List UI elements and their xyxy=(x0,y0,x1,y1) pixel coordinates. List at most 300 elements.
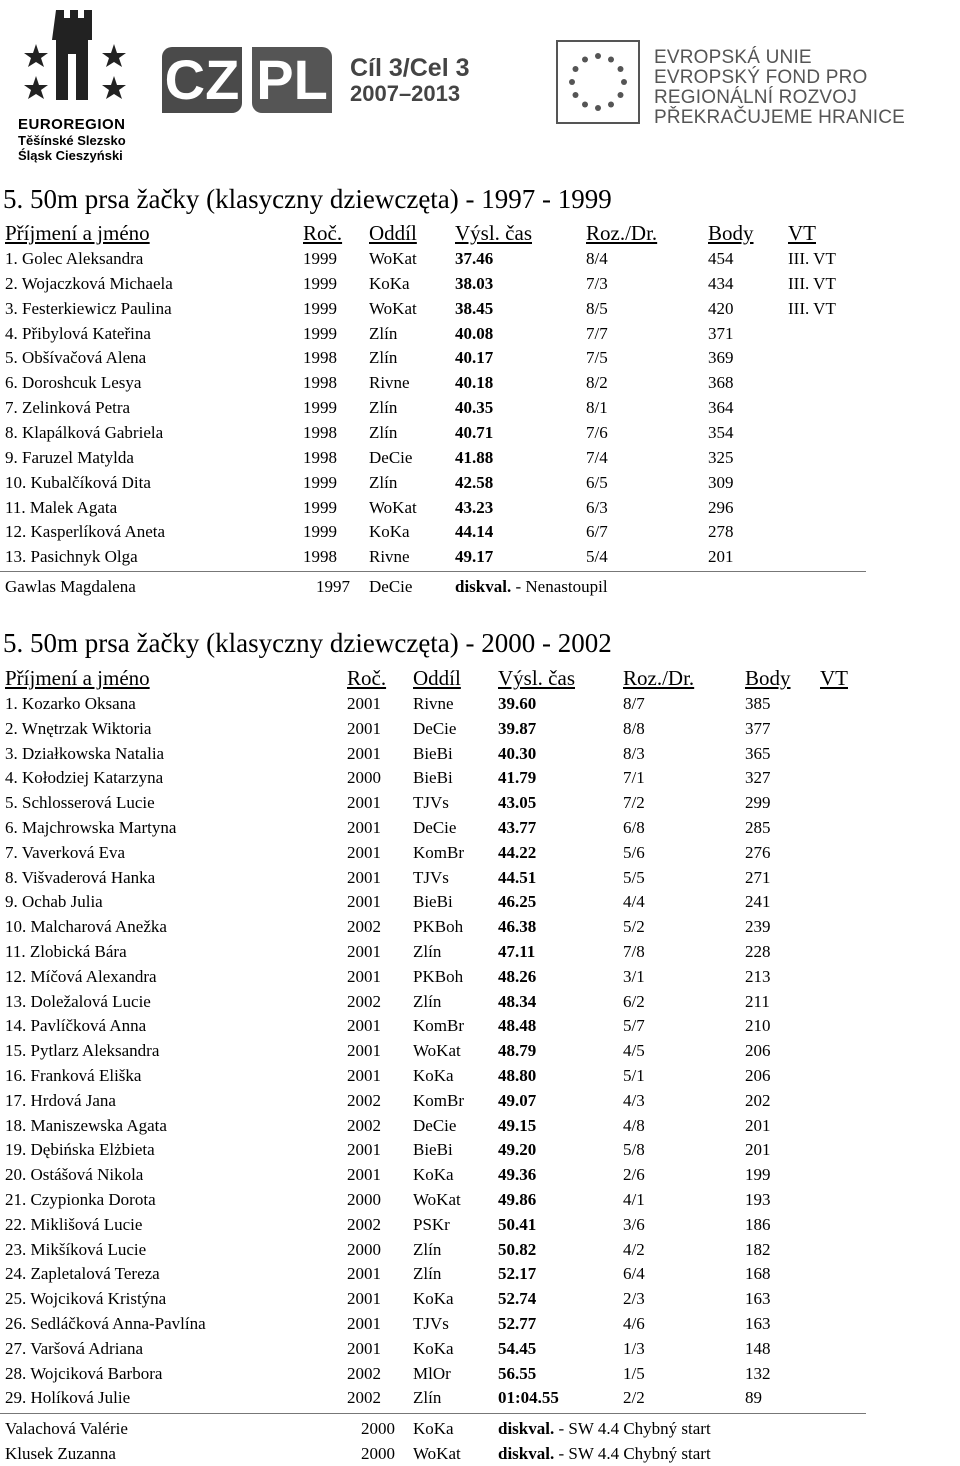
cell-time: 49.86 xyxy=(498,1190,537,1209)
cell-points: 132 xyxy=(745,1363,771,1383)
cell-time: 38.03 xyxy=(455,273,494,293)
cell-year: 2001 xyxy=(347,743,381,763)
cell-time: 50.82 xyxy=(498,1239,537,1259)
cell-club: WoKat xyxy=(413,1443,461,1463)
cell-club: WoKat xyxy=(413,1041,461,1061)
cell-points: 420 xyxy=(708,298,734,318)
column-header: Roč. xyxy=(347,666,387,690)
cell-year: 2001 xyxy=(347,966,381,986)
cell-club: KomBr xyxy=(413,1090,464,1110)
cell-heat: 8/1 xyxy=(586,398,608,418)
cell-year: 1999 xyxy=(303,323,337,343)
cell-club: TJVs xyxy=(413,867,449,887)
cell-club: Zlín xyxy=(413,991,442,1011)
cell-year: 1998 xyxy=(303,348,337,368)
cell-time: 43.05 xyxy=(498,793,537,813)
euroregion-title: EUROREGION xyxy=(18,116,126,133)
cell-heat: 2/3 xyxy=(623,1289,645,1309)
section-title: 5. 50m prsa žačky (klasyczny dziewczęta) - 1997 - 1999 xyxy=(3,184,612,214)
cell-time: 40.71 xyxy=(455,422,494,442)
cell-club: BieBi xyxy=(413,743,453,763)
cell-club: DeCie xyxy=(413,1115,457,1135)
cell-name: 9. Ochab Julia xyxy=(5,892,103,912)
cell-year: 1998 xyxy=(303,373,337,393)
cell-time: 48.26 xyxy=(498,966,537,986)
column-header: Příjmení a jméno xyxy=(5,221,150,245)
cell-year: 2000 xyxy=(347,1239,381,1259)
cell-club: Rivne xyxy=(369,547,410,567)
cell-heat: 2/6 xyxy=(623,1165,645,1185)
cell-year: 2000 xyxy=(361,1443,395,1463)
cell-heat: 7/4 xyxy=(586,447,608,467)
column-header: Roz./Dr. xyxy=(586,221,658,245)
cell-club: KoKa xyxy=(369,273,410,293)
cell-time: 48.80 xyxy=(498,1066,537,1085)
cell-time: 52.74 xyxy=(498,1289,537,1309)
cell-year: 2002 xyxy=(347,1090,381,1110)
cell-time: 01:04.55 xyxy=(498,1388,559,1408)
cell-time: 39.60 xyxy=(498,694,537,713)
cell-heat: 6/8 xyxy=(623,818,645,837)
cell-club: PKBoh xyxy=(413,966,464,986)
cell-vt: III. VT xyxy=(788,298,836,318)
cell-status xyxy=(498,1443,711,1465)
cell-year: 1998 xyxy=(303,422,337,442)
cell-heat: 4/4 xyxy=(623,892,645,912)
cell-club: DeCie xyxy=(413,818,457,837)
cell-heat: 6/7 xyxy=(586,522,608,542)
cell-heat: 8/3 xyxy=(623,743,645,763)
cell-points: 285 xyxy=(745,818,771,837)
column-header: Roz./Dr. xyxy=(623,666,695,690)
cell-points: 276 xyxy=(745,842,771,862)
cell-time: 49.15 xyxy=(498,1115,537,1135)
column-header: VT xyxy=(788,221,816,245)
cell-heat: 4/5 xyxy=(623,1041,645,1061)
cell-time: 49.36 xyxy=(498,1165,537,1185)
cell-heat: 5/7 xyxy=(623,1016,645,1036)
cell-points: 325 xyxy=(708,447,734,467)
cell-time: 40.30 xyxy=(498,743,537,763)
cell-year: 2001 xyxy=(347,892,381,912)
cell-name: 17. Hrdová Jana xyxy=(5,1090,116,1110)
cell-time: 48.48 xyxy=(498,1016,537,1036)
cell-points: 202 xyxy=(745,1090,771,1110)
cell-time: 56.55 xyxy=(498,1363,537,1383)
cell-year: 2001 xyxy=(347,1066,381,1085)
cell-heat: 5/4 xyxy=(586,547,608,567)
cell-name: 2. Wojaczková Michaela xyxy=(5,273,173,293)
cell-name: 19. Dębińska Elżbieta xyxy=(5,1140,155,1160)
cell-heat: 4/3 xyxy=(623,1090,645,1110)
cell-name: 24. Zapletalová Tereza xyxy=(5,1264,160,1284)
cell-year: 2001 xyxy=(347,793,381,813)
cell-time: 37.46 xyxy=(455,249,494,268)
cell-club: TJVs xyxy=(413,793,449,813)
cell-year: 2001 xyxy=(347,1289,381,1309)
cell-points: 89 xyxy=(745,1388,762,1408)
cell-year: 2001 xyxy=(347,1016,381,1036)
cell-heat: 8/2 xyxy=(586,373,608,393)
cell-club: WoKat xyxy=(369,249,417,268)
cell-points: 354 xyxy=(708,422,734,442)
cell-points: 241 xyxy=(745,892,771,912)
cell-year: 2001 xyxy=(347,1314,381,1333)
cell-year: 2000 xyxy=(347,768,381,788)
cell-status xyxy=(498,1418,711,1440)
cell-name: 13. Doležalová Lucie xyxy=(5,991,151,1011)
cell-time: 52.17 xyxy=(498,1264,537,1284)
cell-club: DeCie xyxy=(413,718,457,738)
cell-club: Zlín xyxy=(369,348,398,368)
cell-heat: 7/3 xyxy=(586,273,608,293)
cell-club: Zlín xyxy=(369,323,398,343)
cell-points: 182 xyxy=(745,1239,771,1259)
cell-points: 309 xyxy=(708,472,734,492)
cell-points: 163 xyxy=(745,1314,771,1333)
cell-year: 1999 xyxy=(303,522,337,542)
cell-time: 54.45 xyxy=(498,1338,537,1358)
cell-name: 11. Zlobická Bára xyxy=(5,942,127,961)
cell-year: 1999 xyxy=(303,497,337,517)
cell-club: WoKat xyxy=(413,1190,461,1209)
column-header: Body xyxy=(745,666,791,690)
cell-points: 377 xyxy=(745,718,771,738)
eu-flag-icon xyxy=(556,40,640,124)
cell-name: Valachová Valérie xyxy=(5,1419,128,1438)
cell-year: 2002 xyxy=(347,1363,381,1383)
disqualification-reason: - SW 4.4 Chybný start xyxy=(558,1443,711,1463)
cell-club: KoKa xyxy=(369,522,410,542)
cell-points: 193 xyxy=(745,1190,771,1209)
euroregion-logo xyxy=(8,4,138,164)
cell-points: 278 xyxy=(708,522,734,542)
cell-points: 434 xyxy=(708,273,734,293)
cell-heat: 1/5 xyxy=(623,1363,645,1383)
cell-heat: 6/3 xyxy=(586,497,608,517)
cell-heat: 7/8 xyxy=(623,942,645,961)
column-header: Body xyxy=(708,221,754,245)
cell-points: 368 xyxy=(708,373,734,393)
cell-year: 2001 xyxy=(347,1264,381,1284)
cell-name: 4. Kołodziej Katarzyna xyxy=(5,768,164,788)
cell-heat: 4/1 xyxy=(623,1190,645,1209)
cell-name: 23. Mikšíková Lucie xyxy=(5,1239,147,1259)
cell-heat: 8/7 xyxy=(623,694,645,713)
cell-club: KoKa xyxy=(413,1419,454,1438)
column-header: Oddíl xyxy=(413,666,461,690)
program-label xyxy=(350,56,470,106)
cell-year: 2001 xyxy=(347,694,381,713)
cell-club: Zlín xyxy=(369,398,398,418)
cell-points: 369 xyxy=(708,348,734,368)
cell-heat: 1/3 xyxy=(623,1338,645,1358)
cell-heat: 4/6 xyxy=(623,1314,645,1333)
cell-time: 40.17 xyxy=(455,348,494,368)
cell-club: MlOr xyxy=(413,1363,451,1383)
cell-points: 206 xyxy=(745,1041,771,1061)
cell-year: 2000 xyxy=(347,1190,381,1209)
cell-name: 8. Klapálková Gabriela xyxy=(5,422,164,442)
cell-points: 148 xyxy=(745,1338,771,1358)
disqualified-label: diskval. xyxy=(498,1419,555,1438)
column-header: Oddíl xyxy=(369,221,417,245)
cell-year: 1999 xyxy=(303,398,337,418)
castle-stars-icon xyxy=(16,4,126,114)
cell-points: 271 xyxy=(745,867,771,887)
cell-points: 168 xyxy=(745,1264,771,1284)
cell-heat: 6/2 xyxy=(623,991,645,1011)
cell-time: 41.79 xyxy=(498,768,537,788)
cell-name: 1. Golec Aleksandra xyxy=(5,249,144,268)
cell-points: 206 xyxy=(745,1066,771,1085)
cell-time: 52.77 xyxy=(498,1314,537,1333)
cell-heat: 7/5 xyxy=(586,348,608,368)
column-header: Roč. xyxy=(303,221,343,245)
cell-name: 13. Pasichnyk Olga xyxy=(5,547,138,567)
cell-year: 2001 xyxy=(347,867,381,887)
cell-heat: 7/2 xyxy=(623,793,645,813)
cell-points: 201 xyxy=(745,1115,771,1135)
cell-year: 1997 xyxy=(316,577,350,596)
cell-club: BieBi xyxy=(413,892,453,912)
disqualified-label: diskval. xyxy=(455,577,512,596)
cell-name: 10. Kubalčíková Dita xyxy=(5,472,151,492)
cell-year: 2001 xyxy=(347,942,381,961)
cell-heat: 5/8 xyxy=(623,1140,645,1160)
cell-time: 39.87 xyxy=(498,718,537,738)
cell-year: 2002 xyxy=(347,1115,381,1135)
cell-year: 2001 xyxy=(347,842,381,862)
eu-line-3: PŘEKRAČUJEME HRANICE xyxy=(654,107,906,128)
cell-club: PSKr xyxy=(413,1214,450,1234)
cell-year: 1999 xyxy=(303,298,337,318)
eu-line-2: EVROPSKÝ FOND PRO REGIONÁLNÍ ROZVOJ xyxy=(654,67,868,108)
cell-name: 10. Malcharová Anežka xyxy=(5,917,167,937)
cell-time: 49.20 xyxy=(498,1140,537,1160)
separator-line xyxy=(0,571,866,572)
cell-name: 12. Kasperlíková Aneta xyxy=(5,522,166,542)
cell-heat: 5/2 xyxy=(623,917,645,937)
cell-points: 371 xyxy=(708,323,734,343)
cell-club: WoKat xyxy=(369,298,417,318)
cz-box: CZ xyxy=(162,47,242,113)
cell-name: 3. Festerkiewicz Paulina xyxy=(5,298,172,318)
cell-club: Zlín xyxy=(413,1264,442,1284)
program-goal: Cíl 3/Cel 3 xyxy=(350,54,470,82)
cell-club: Zlín xyxy=(369,472,398,492)
cell-club: Rivne xyxy=(413,694,454,713)
cell-name: 4. Přibylová Kateřina xyxy=(5,323,151,343)
separator-line xyxy=(0,1413,866,1414)
cell-time: 43.23 xyxy=(455,497,494,517)
cell-points: 454 xyxy=(708,249,734,268)
cell-club: BieBi xyxy=(413,1140,453,1160)
disqualification-reason: - Nenastoupil xyxy=(515,577,608,596)
cell-heat: 8/4 xyxy=(586,249,608,268)
cell-points: 201 xyxy=(708,547,734,567)
cell-club: KoKa xyxy=(413,1066,454,1085)
cell-time: 44.51 xyxy=(498,867,537,887)
cell-points: 327 xyxy=(745,768,771,788)
cell-points: 213 xyxy=(745,966,771,986)
column-header: Výsl. čas xyxy=(455,221,532,245)
cell-name: 5. Schlosserová Lucie xyxy=(5,793,155,813)
cell-time: 50.41 xyxy=(498,1214,537,1234)
cell-heat: 3/6 xyxy=(623,1214,645,1234)
cell-club: WoKat xyxy=(369,497,417,517)
cell-name: 2. Wnętrzak Wiktoria xyxy=(5,718,152,738)
cell-year: 1999 xyxy=(303,273,337,293)
cell-club: Rivne xyxy=(369,373,410,393)
cell-year: 2001 xyxy=(347,1140,381,1160)
cell-year: 1999 xyxy=(303,472,337,492)
cell-points: 201 xyxy=(745,1140,771,1160)
cell-points: 199 xyxy=(745,1165,771,1185)
cell-name: Klusek Zuzanna xyxy=(5,1443,116,1463)
cell-points: 186 xyxy=(745,1214,771,1234)
section-title: 5. 50m prsa žačky (klasyczny dziewczęta) - 2000 - 2002 xyxy=(3,628,612,658)
cell-time: 48.79 xyxy=(498,1041,537,1061)
cell-time: 40.18 xyxy=(455,373,494,393)
cell-heat: 7/7 xyxy=(586,323,608,343)
cell-club: KomBr xyxy=(413,1016,464,1036)
cell-name: 9. Faruzel Matylda xyxy=(5,447,134,467)
cell-club: Zlín xyxy=(413,942,442,961)
cell-heat: 8/5 xyxy=(586,298,608,318)
cell-club: Zlín xyxy=(413,1388,442,1408)
page-header xyxy=(0,0,960,165)
cell-year: 1998 xyxy=(303,547,337,567)
cell-year: 2002 xyxy=(347,991,381,1011)
cell-time: 43.77 xyxy=(498,818,537,837)
cell-year: 2001 xyxy=(347,1041,381,1061)
cell-name: 25. Wojciková Kristýna xyxy=(5,1289,167,1309)
cell-name: 26. Sedláčková Anna-Pavlína xyxy=(5,1314,206,1333)
cell-name: 3. Działkowska Natalia xyxy=(5,743,165,763)
cell-name: 7. Vaverková Eva xyxy=(5,842,126,862)
cell-year: 2001 xyxy=(347,1165,381,1185)
cell-name: 20. Ostášová Nikola xyxy=(5,1165,144,1185)
column-header: VT xyxy=(820,666,848,690)
cell-name: 14. Pavlíčková Anna xyxy=(5,1016,147,1036)
cell-time: 49.07 xyxy=(498,1090,537,1110)
cell-club: KoKa xyxy=(413,1165,454,1185)
cell-vt: III. VT xyxy=(788,273,836,293)
cell-year: 2001 xyxy=(347,718,381,738)
cell-year: 2001 xyxy=(347,818,381,837)
cell-time: 48.34 xyxy=(498,991,537,1011)
cell-name: 6. Doroshcuk Lesya xyxy=(5,373,142,393)
euroregion-subtitle-cz: Těšínské Slezsko xyxy=(18,133,126,148)
cell-club: Zlín xyxy=(369,422,398,442)
cell-points: 228 xyxy=(745,942,771,961)
euroregion-subtitle-pl: Śląsk Cieszyński xyxy=(18,148,123,163)
cell-club: KoKa xyxy=(413,1338,454,1358)
cell-name: 18. Maniszewska Agata xyxy=(5,1115,167,1135)
cell-heat: 5/1 xyxy=(623,1066,645,1085)
cell-year: 1998 xyxy=(303,447,337,467)
cell-time: 41.88 xyxy=(455,447,494,467)
cell-club: DeCie xyxy=(369,447,413,467)
pl-box: PL xyxy=(252,47,332,113)
cell-points: 296 xyxy=(708,497,734,517)
cell-club: KoKa xyxy=(413,1289,454,1309)
cell-year: 2002 xyxy=(347,917,381,937)
cell-points: 299 xyxy=(745,793,771,813)
cell-club: TJVs xyxy=(413,1314,449,1333)
cell-name: 8. Višvaderová Hanka xyxy=(5,867,156,887)
cell-name: Gawlas Magdalena xyxy=(5,577,136,596)
cell-club: BieBi xyxy=(413,768,453,788)
cell-time: 40.35 xyxy=(455,398,494,418)
cell-time: 44.14 xyxy=(455,522,494,542)
cell-time: 40.08 xyxy=(455,323,494,343)
cell-name: 1. Kozarko Oksana xyxy=(5,694,136,713)
cell-points: 211 xyxy=(745,991,770,1011)
column-header: Výsl. čas xyxy=(498,666,575,690)
cell-time: 44.22 xyxy=(498,842,537,862)
cell-year: 2001 xyxy=(347,1338,381,1358)
cell-name: 12. Míčová Alexandra xyxy=(5,966,157,986)
cell-name: 29. Holíková Julie xyxy=(5,1388,131,1408)
cell-points: 364 xyxy=(708,398,734,418)
cell-time: 42.58 xyxy=(455,472,494,492)
cell-heat: 2/2 xyxy=(623,1388,645,1408)
cell-name: 7. Zelinková Petra xyxy=(5,398,131,418)
cell-club: Zlín xyxy=(413,1239,442,1259)
cell-heat: 3/1 xyxy=(623,966,645,986)
cell-heat: 7/1 xyxy=(623,768,645,788)
cell-name: 11. Malek Agata xyxy=(5,497,118,517)
cell-points: 163 xyxy=(745,1289,771,1309)
cell-status xyxy=(455,576,608,598)
cell-heat: 7/6 xyxy=(586,422,608,442)
eu-text xyxy=(654,48,960,128)
column-header: Příjmení a jméno xyxy=(5,666,150,690)
cell-year: 2002 xyxy=(347,1388,381,1408)
cell-time: 46.38 xyxy=(498,917,537,937)
cell-heat: 5/5 xyxy=(623,867,645,887)
cell-time: 47.11 xyxy=(498,942,536,961)
disqualification-reason: - SW 4.4 Chybný start xyxy=(558,1419,711,1438)
cell-heat: 6/5 xyxy=(586,472,608,492)
disqualified-label: diskval. xyxy=(498,1443,555,1463)
cell-points: 239 xyxy=(745,917,771,937)
cell-heat: 6/4 xyxy=(623,1264,645,1284)
program-period: 2007–2013 xyxy=(350,81,461,106)
cell-name: 16. Franková Eliška xyxy=(5,1066,142,1085)
cell-name: 21. Czypionka Dorota xyxy=(5,1190,156,1209)
cell-club: PKBoh xyxy=(413,917,464,937)
cell-heat: 5/6 xyxy=(623,842,645,862)
cell-heat: 4/2 xyxy=(623,1239,645,1259)
cell-heat: 4/8 xyxy=(623,1115,645,1135)
cell-club: DeCie xyxy=(369,577,413,596)
eu-line-1: EVROPSKÁ UNIE xyxy=(654,47,812,68)
cell-name: 27. Varšová Adriana xyxy=(5,1338,144,1358)
cell-heat: 8/8 xyxy=(623,718,645,738)
cell-points: 365 xyxy=(745,743,771,763)
cell-name: 15. Pytlarz Aleksandra xyxy=(5,1041,160,1061)
cell-points: 385 xyxy=(745,694,771,713)
cell-name: 28. Wojciková Barbora xyxy=(5,1363,163,1383)
cell-club: KomBr xyxy=(413,842,464,862)
cell-vt: III. VT xyxy=(788,249,836,268)
cell-time: 46.25 xyxy=(498,892,537,912)
cell-time: 38.45 xyxy=(455,298,494,318)
cell-name: 6. Majchrowska Martyna xyxy=(5,818,177,837)
